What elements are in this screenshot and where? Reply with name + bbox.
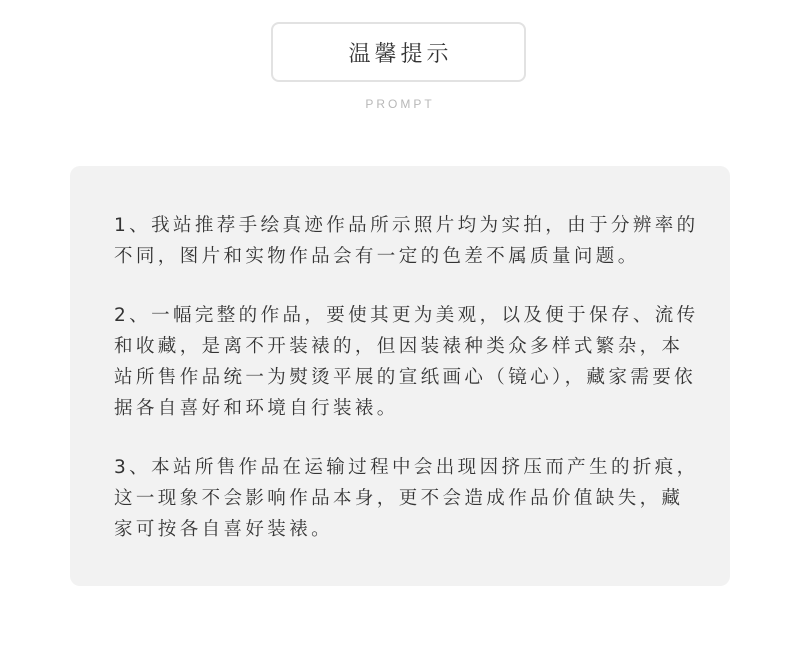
page-title: 温馨提示 bbox=[348, 41, 453, 67]
notice-paragraph-1: 1、我站推荐手绘真迹作品所示照片均为实拍，由于分辨率的不同，图片和实物作品会有一定的色差不属质量问题。 bbox=[114, 215, 699, 267]
notice-panel bbox=[70, 166, 730, 586]
title-box bbox=[271, 22, 526, 82]
notice-paragraph-2: 2、一幅完整的作品，要使其更为美观，以及便于保存、流传和收藏，是离不开装裱的，但因装裱种类众多样式繁杂，本站所售作品统一为熨烫平展的宣纸画心（镜心），藏家需要依据各自喜好和环境自行装裱。 bbox=[114, 305, 699, 419]
page-subtitle: PROMPT bbox=[365, 97, 435, 111]
notice-paragraph-3: 3、本站所售作品在运输过程中会出现因挤压而产生的折痕，这一现象不会影响作品本身，更不会造成作品价值缺失，藏家可按各自喜好装裱。 bbox=[114, 457, 699, 540]
